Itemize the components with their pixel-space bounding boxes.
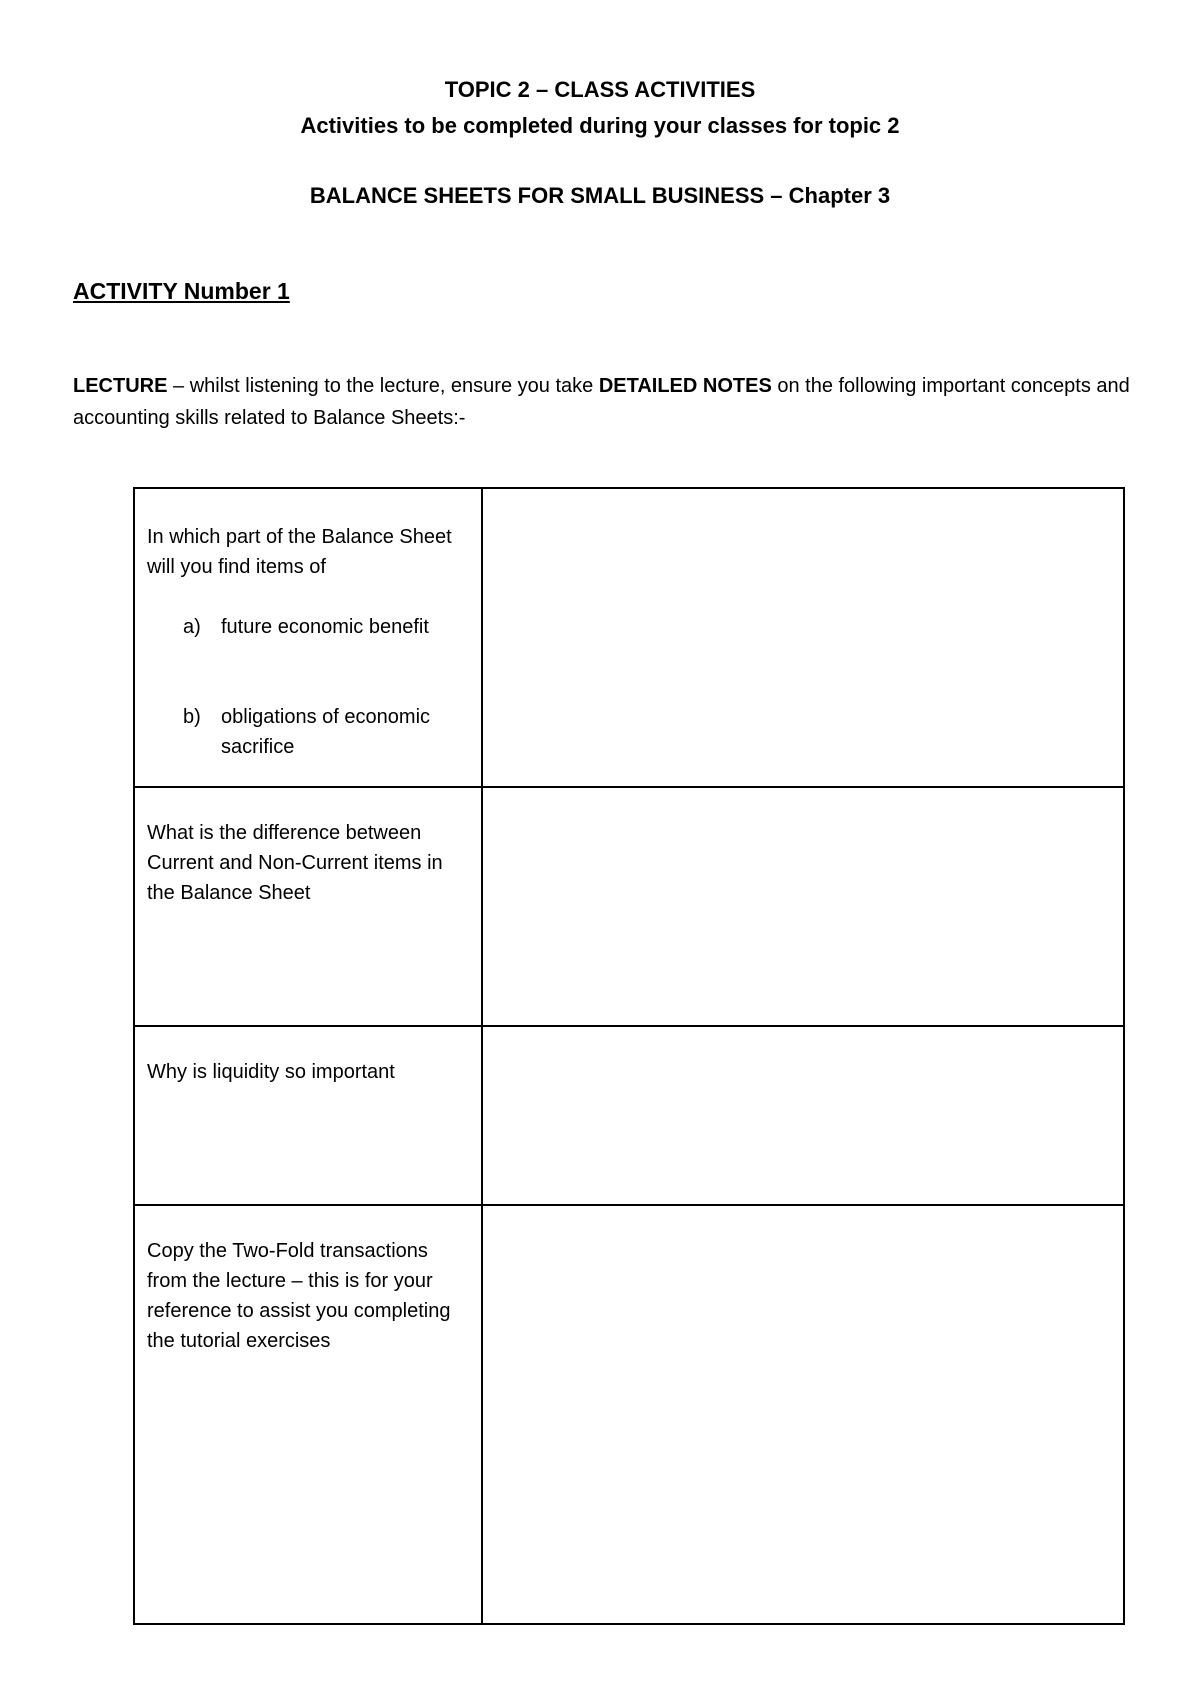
table-row [134,1205,1124,1624]
question-cell [134,1026,482,1205]
activity-heading: ACTIVITY Number 1 [73,278,290,304]
question-cell [134,488,482,787]
chapter-title: BALANCE SHEETS FOR SMALL BUSINESS – Chapter 3 [309,183,891,208]
instructions-text-part1: – whilst listening to the lecture, ensure you take [167,375,599,397]
lecture-label: LECTURE [73,375,168,397]
question-cell [134,1205,482,1624]
topic-subtitle: Activities to be completed during your classes for topic 2 [300,113,900,138]
question-text: Why is liquidity so important [147,1061,395,1083]
option-marker: a) [183,616,201,638]
answer-cell[interactable] [482,1026,1124,1205]
question-text: What is the difference between Current and Non-Current items in the Balance Sheet [147,822,443,904]
option-item [147,702,471,762]
question-text: Copy the Two-Fold transactions from the lecture – this is for your reference to assist you completing the tutorial exercises [147,1240,451,1352]
lecture-instructions [73,370,1133,434]
notes-table [133,487,1125,1625]
table-row [134,787,1124,1026]
question-cell [134,787,482,1026]
detailed-notes-emphasis: DETAILED NOTES [598,375,772,397]
answer-cell[interactable] [482,787,1124,1026]
topic-title: TOPIC 2 – CLASS ACTIVITIES [444,77,756,102]
table-row [134,488,1124,787]
option-item [147,612,471,642]
answer-cell[interactable] [482,488,1124,787]
option-text: future economic benefit [221,616,429,638]
answer-cell[interactable] [482,1205,1124,1624]
table-row [134,1026,1124,1205]
instructions-text-part2: on the following important concepts and accounting skills related to Balance Sheets:- [73,375,1130,429]
option-text: obligations of economic sacrifice [221,706,431,758]
option-marker: b) [183,706,201,728]
question-text: In which part of the Balance Sheet will you find items of [147,526,452,578]
